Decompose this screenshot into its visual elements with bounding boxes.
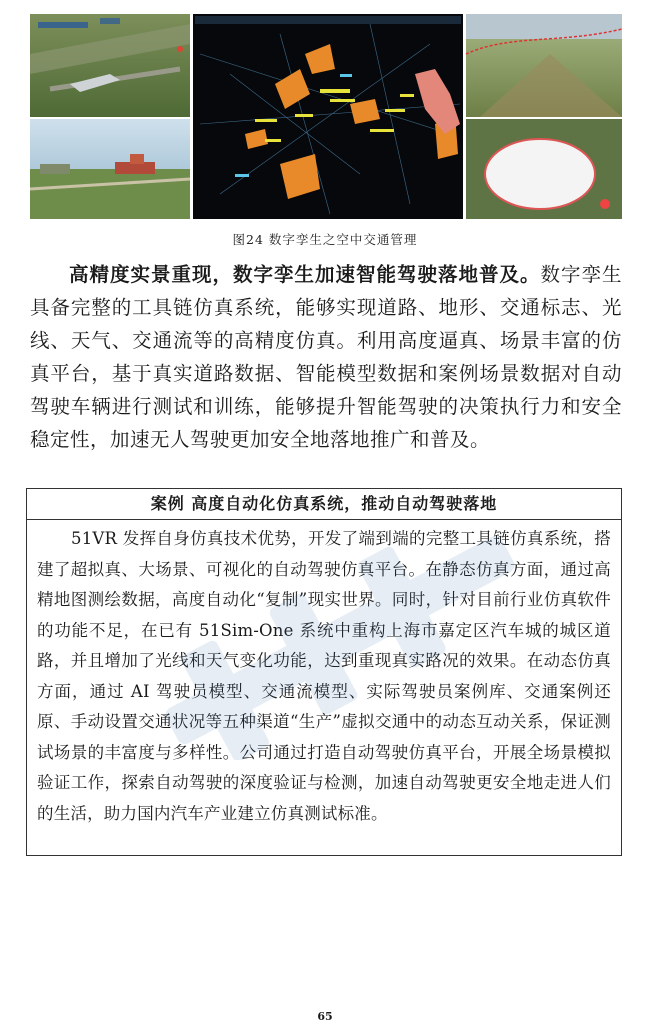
airspace-bubble-3d-view	[466, 119, 622, 219]
ground-traffic-3d-view	[30, 119, 190, 219]
case-study-title: 案例 高度自动化仿真系统，推动自动驾驶落地	[27, 489, 621, 520]
case-study-box	[26, 488, 622, 856]
case-study-text: 51VR 发挥自身仿真技术优势，开发了端到端的完整工具链仿真系统，搭建了超拟真、大场景、可视化的自动驾驶仿真平台。在静态仿真方面，通过高精地图测绘数据，高度自动化“复制”现实世界。同时，针对目前行业仿真软件的功能不足，在已有 51Sim-One 系统中重构上海市嘉定区汽车城的城区道路，并且增加了光线和天气变化功能，达到重现真实路况的效果。在动态仿真方面，通过 AI 驾驶员模型、交通流模型、实际驾驶员案例库、交通案例还原、手动设置交通状况等五种渠道“生产”虚拟交通中的动态互动关系，保证测试场景的丰富度与多样性。公司通过打造自动驾驶仿真平台，开展全场景模拟验证工作，探索自动驾驶的深度验证与检测，加速自动驾驶更安全地走进人们的生活，助力国内汽车产业建立仿真测试标准。	[37, 529, 611, 823]
paragraph-body-text: 数字孪生具备完整的工具链仿真系统，能够实现道路、地形、交通标志、光线、天气、交通流等的高精度仿真。利用高度逼真、场景丰富的仿真平台，基于真实道路数据、智能模型数据和案例场景数据对自动驾驶车辆进行测试和训练，能够提升智能驾驶的决策执行力和安全稳定性，加速无人驾驶更加安全地落地推广和普及。	[30, 263, 622, 451]
air-traffic-radar-map	[193, 14, 463, 219]
figure-image-strip	[30, 14, 622, 219]
terrain-route-3d-view	[466, 14, 622, 117]
page-number: 65	[317, 1010, 333, 1023]
figure-caption: 图24 数字孪生之空中交通管理	[232, 232, 418, 247]
paragraph-lead-sentence: 高精度实景重现，数字孪生加速智能驾驶落地普及。	[69, 263, 541, 286]
body-paragraph	[30, 258, 622, 456]
airport-aerial-3d-view	[30, 14, 190, 117]
